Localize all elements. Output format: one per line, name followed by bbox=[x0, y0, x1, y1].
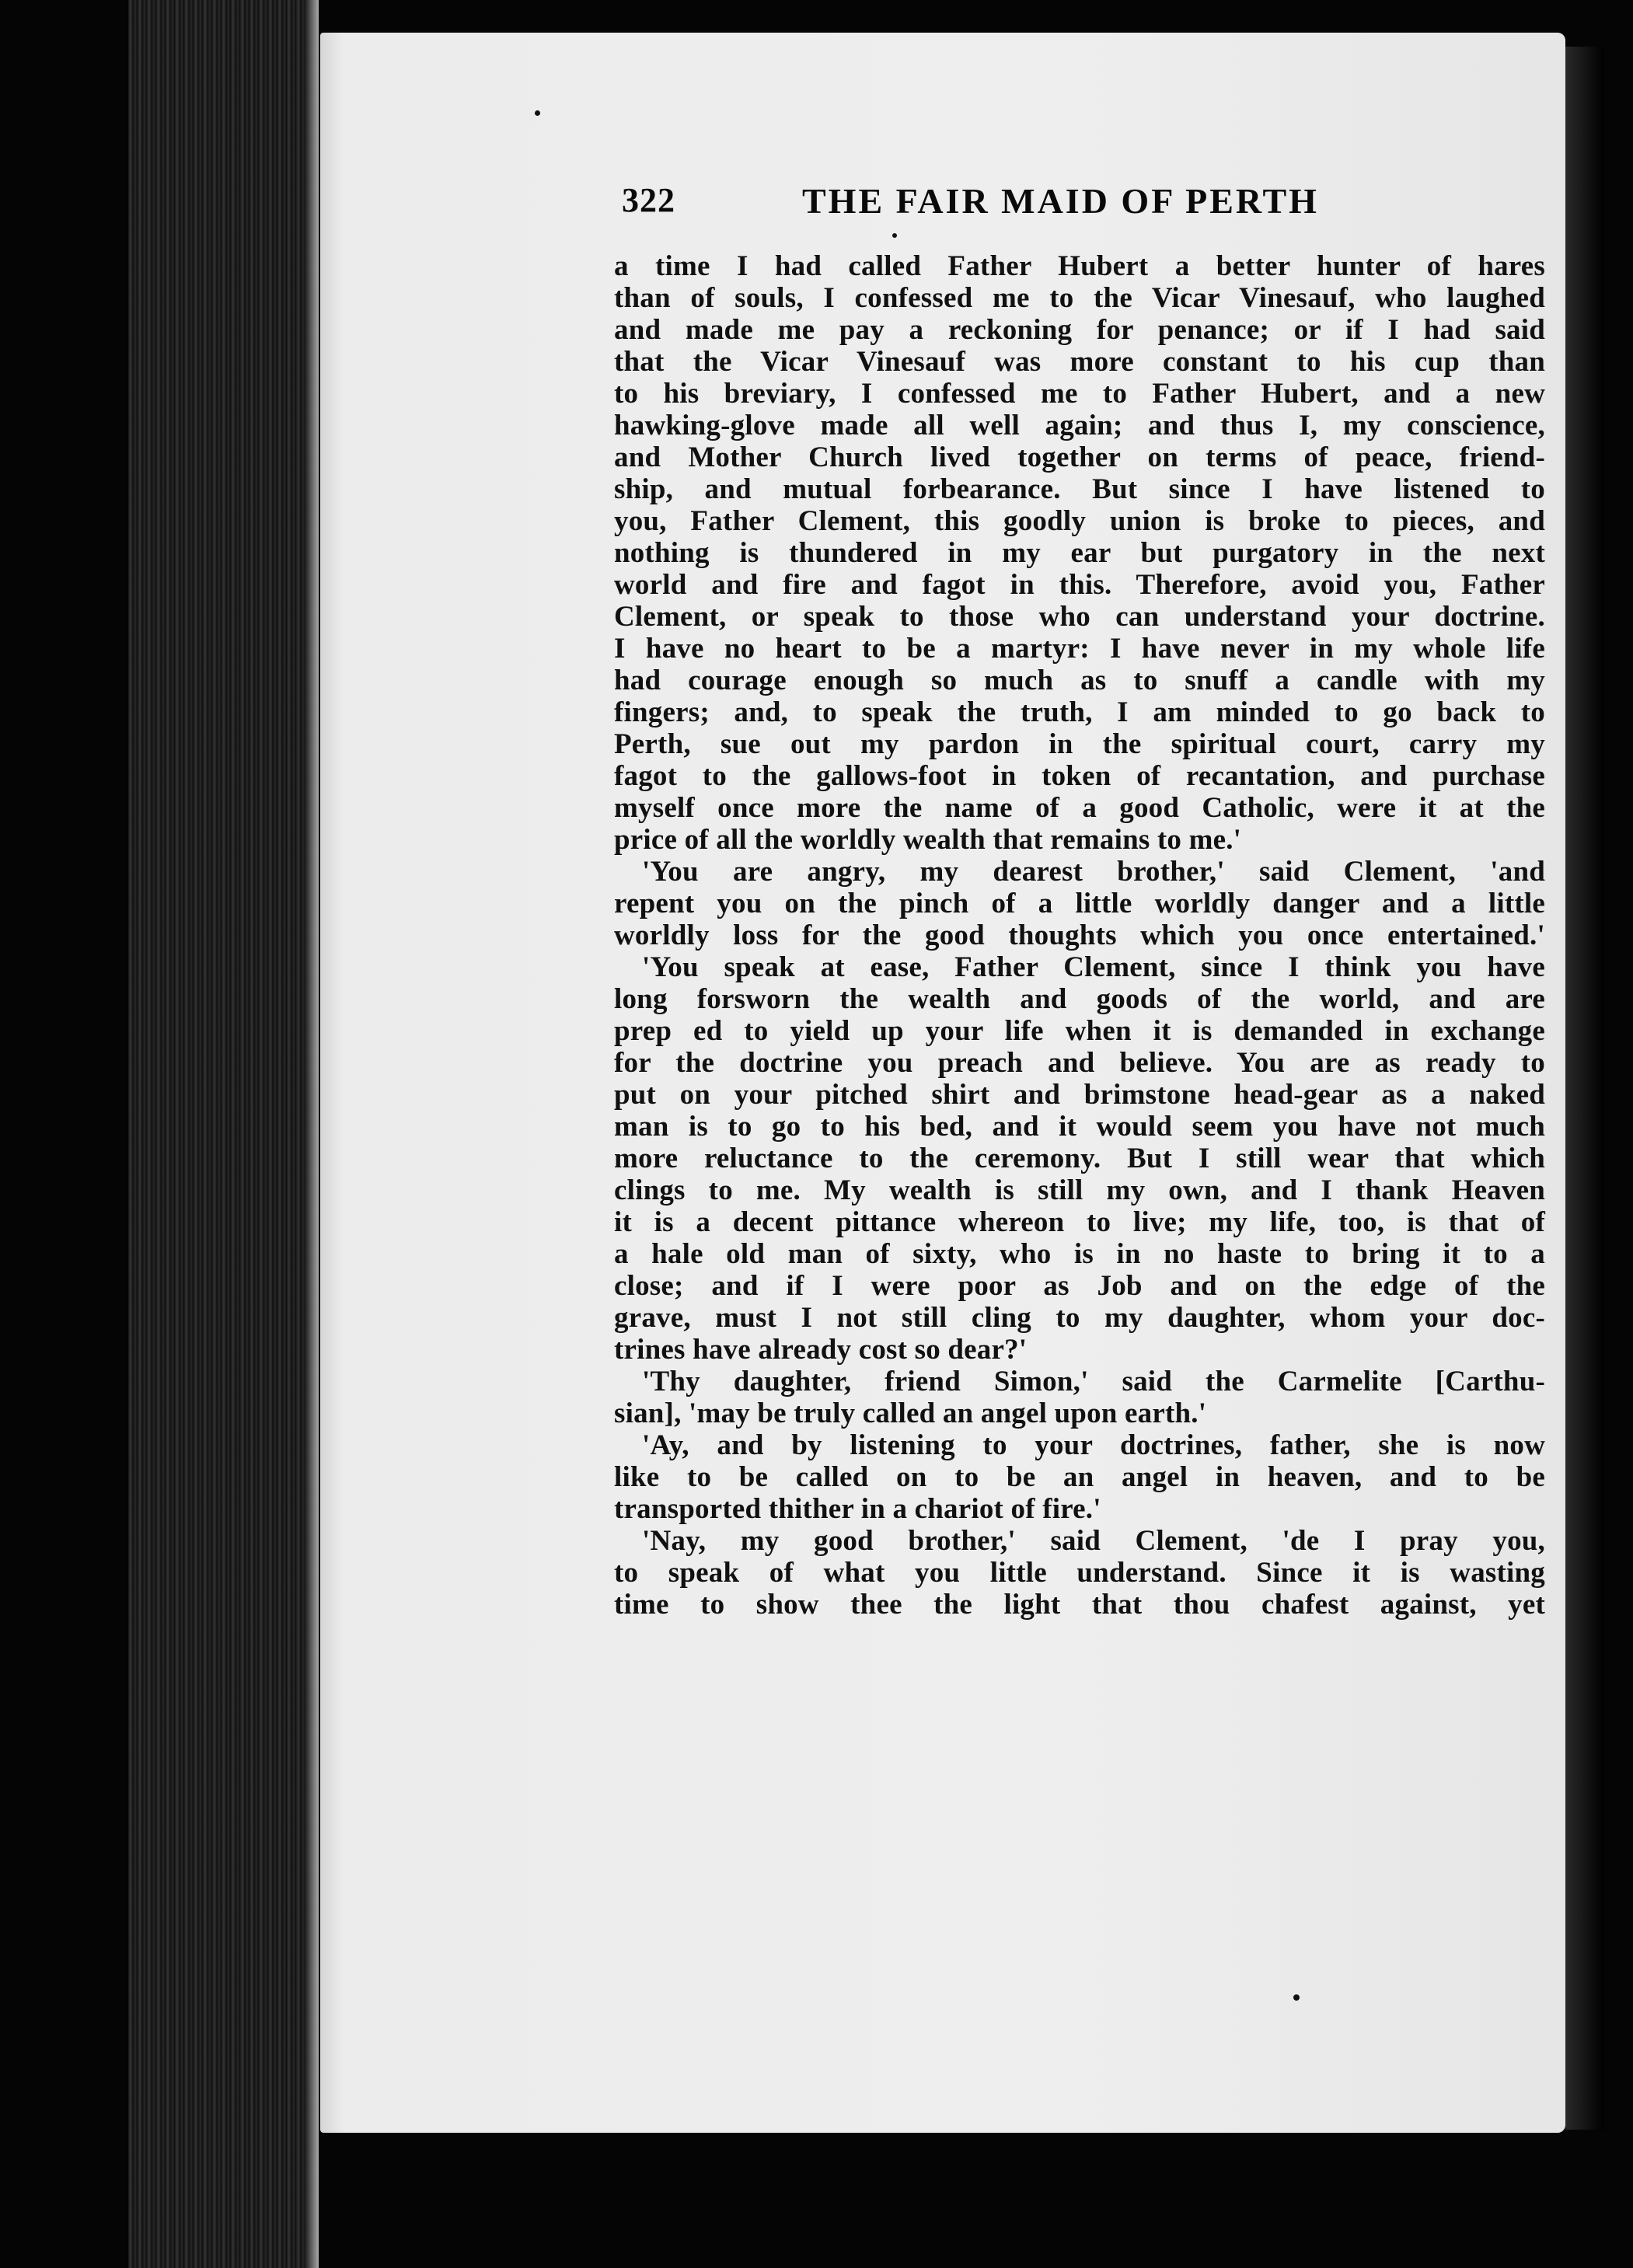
text-line: long forsworn the wealth and goods of the world, and are bbox=[614, 983, 1545, 1015]
text-line: ship, and mutual forbearance. But since I have listened to bbox=[614, 473, 1545, 505]
text-line: than of souls, I confessed me to the Vicar Vinesauf, who laughed bbox=[614, 282, 1545, 314]
text-line: man is to go to his bed, and it would seem you have not much bbox=[614, 1111, 1545, 1143]
book-title: THE FAIR MAID OF PERTH bbox=[802, 181, 1319, 221]
text-line: more reluctance to the ceremony. But I still wear that which bbox=[614, 1143, 1545, 1174]
book-page-edges bbox=[128, 0, 319, 2268]
text-line: 'Ay, and by listening to your doctrines, father, she is now bbox=[642, 1429, 1545, 1461]
text-line: transported thither in a chariot of fire.' bbox=[614, 1493, 1101, 1525]
text-line: repent you on the pinch of a little worldly danger and a little bbox=[614, 888, 1545, 919]
running-head bbox=[622, 180, 1399, 235]
text-line: grave, must I not still cling to my daughter, whom your doc- bbox=[614, 1302, 1545, 1334]
page-gutter-shadow bbox=[1565, 47, 1604, 2130]
text-line: 'Thy daughter, friend Simon,' said the Carmelite [Carthu- bbox=[642, 1366, 1545, 1397]
text-line: 'You are angry, my dearest brother,' said Clement, 'and bbox=[642, 856, 1545, 888]
text-line: price of all the worldly wealth that remains to me.' bbox=[614, 824, 1242, 856]
text-line: trines have already cost so dear?' bbox=[614, 1334, 1028, 1366]
text-line: close; and if I were poor as Job and on the edge of the bbox=[614, 1270, 1545, 1302]
text-line: 'You speak at ease, Father Clement, since I think you have bbox=[642, 951, 1545, 983]
text-line: fagot to the gallows-foot in token of recantation, and purchase bbox=[614, 760, 1545, 792]
text-line: I have no heart to be a martyr: I have never in my whole life bbox=[614, 633, 1545, 665]
text-line: sian], 'may be truly called an angel upon earth.' bbox=[614, 1397, 1207, 1429]
text-line: to speak of what you little understand. Since it is wasting bbox=[614, 1557, 1545, 1589]
text-line: had courage enough so much as to snuff a candle with my bbox=[614, 665, 1545, 696]
text-line: worldly loss for the good thoughts which you once entertained.' bbox=[614, 919, 1545, 951]
page-number: 322 bbox=[622, 181, 675, 219]
text-line: it is a decent pittance whereon to live; my life, too, is that of bbox=[614, 1206, 1545, 1238]
text-line: 'Nay, my good brother,' said Clement, 'de I pray you, bbox=[642, 1525, 1545, 1557]
speck-mark bbox=[1293, 1994, 1300, 2001]
text-line: a hale old man of sixty, who is in no haste to bring it to a bbox=[614, 1238, 1545, 1270]
text-line: that the Vicar Vinesauf was more constant to his cup than bbox=[614, 346, 1545, 378]
text-line: world and fire and fagot in this. Therefore, avoid you, Father bbox=[614, 569, 1545, 601]
text-line: clings to me. My wealth is still my own, and I thank Heaven bbox=[614, 1174, 1545, 1206]
text-line: hawking-glove made all well again; and thus I, my conscience, bbox=[614, 410, 1545, 441]
text-line: and made me pay a reckoning for penance; or if I had said bbox=[614, 314, 1545, 346]
text-line: a time I had called Father Hubert a better hunter of hares bbox=[614, 250, 1545, 282]
text-line: you, Father Clement, this goodly union is broke to pieces, and bbox=[614, 505, 1545, 537]
text-line: and Mother Church lived together on terms of peace, friend- bbox=[614, 441, 1545, 473]
text-line: myself once more the name of a good Catholic, were it at the bbox=[614, 792, 1545, 824]
text-line: like to be called on to be an angel in heaven, and to be bbox=[614, 1461, 1545, 1493]
text-line: Perth, sue out my pardon in the spiritual court, carry my bbox=[614, 728, 1545, 760]
text-line: nothing is thundered in my ear but purgatory in the next bbox=[614, 537, 1545, 569]
body-text bbox=[614, 250, 1545, 1621]
speck-mark bbox=[535, 110, 540, 116]
text-line: to his breviary, I confessed me to Father Hubert, and a new bbox=[614, 378, 1545, 410]
text-line: put on your pitched shirt and brimstone head-gear as a naked bbox=[614, 1079, 1545, 1111]
text-line: prep ed to yield up your life when it is demanded in exchange bbox=[614, 1015, 1545, 1047]
text-line: for the doctrine you preach and believe. You are as ready to bbox=[614, 1047, 1545, 1079]
text-line: fingers; and, to speak the truth, I am minded to go back to bbox=[614, 696, 1545, 728]
text-line: time to show thee the light that thou chafest against, yet bbox=[614, 1589, 1545, 1621]
text-line: Clement, or speak to those who can understand your doctrine. bbox=[614, 601, 1545, 633]
